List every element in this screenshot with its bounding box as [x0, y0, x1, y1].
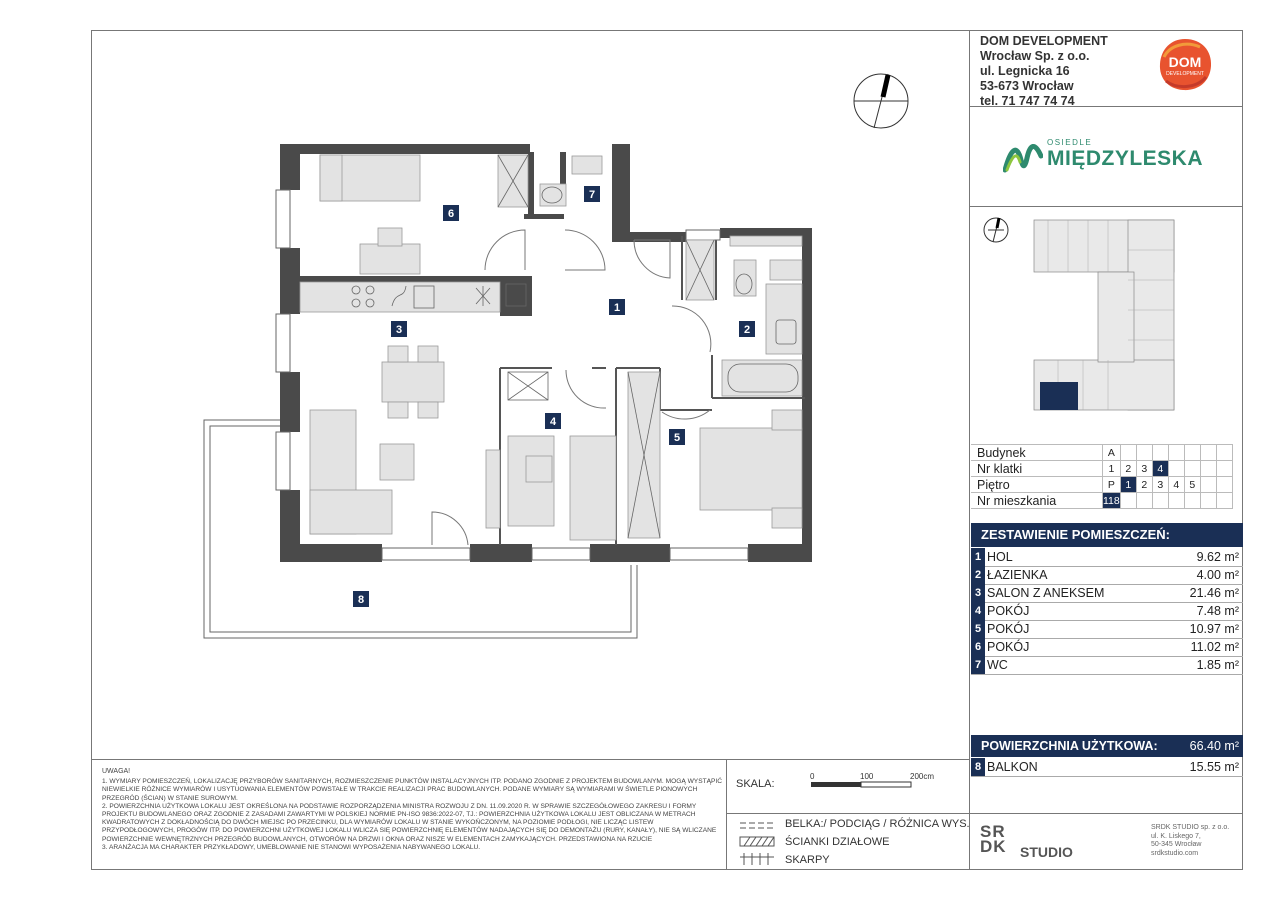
- klatki-row: Nr klatki 1 2 3 4: [971, 461, 1232, 477]
- company-phone: tel. 71 747 74 74: [980, 94, 1075, 108]
- company-line2: Wrocław Sp. z o.o.: [980, 49, 1090, 63]
- note-item: 2. POWIERZCHNIA UŻYTKOWA LOKALU JEST OKREŚLONA NA PODSTAWIE ROZPORZĄDZENIA MINISTRA ROZWOJU Z DN. 11.09.2020 R. W SPRAWIE SZCZEGÓŁOWEGO ZAKRESU I FORMY PROJEKTU BUDOWLANEGO ORAZ ZGODNIE Z ZASADAMI ZAWARTYMI W POLSKIEJ NORMIE PN-ISO 9836:2022-07, TJ.: POWIERZCHNIA UŻYTKOWA LOKALU JEST OBLICZANA W METRACH KWADRATOWYCH Z DOKŁADNOŚCIĄ DO DWÓCH MIEJSC PO PRZECINKU, DLA WYMIARÓW LOKALU W STANIE WYKOŃCZONYM, NA POZIOMIE PODŁOGI, NIE LICZĄC LISTEW PRZYPODŁOGOWYCH, PROGÓW ITP. DO POWIERZCHNI UŻYTKOWEJ LOKALU WLICZA SIĘ POWIERZCHNIĘ ELEMENTÓW NADAJĄCYCH SIĘ DO DEMONTAŻU (RURY, KANAŁY), NIE SĄ WLICZANE POWIERZCHNIE WEWNĘTRZNYCH PRZEGRÓD BUDOWLANYCH, OTWORÓW NA DRZWI I OKNA ORAZ NISZE W ELEMENTACH ZAMYKAJĄCYCH. PRZEDSTAWIONA NA RZUCIE: [102, 802, 717, 843]
- legend-skarpy: SKARPY: [785, 854, 830, 866]
- highlighted-apartment: [1040, 382, 1078, 410]
- project-name: MIĘDZYLESKA: [1047, 147, 1204, 170]
- budynek-label: Budynek: [971, 445, 1103, 461]
- mieszkania-label: Nr mieszkania: [971, 493, 1103, 509]
- company-street: ul. Legnicka 16: [980, 64, 1070, 78]
- company-name: DOM DEVELOPMENT: [980, 34, 1108, 48]
- room-label-4: 4: [549, 416, 557, 428]
- floor-plan: [180, 70, 940, 660]
- company-city: 53-673 Wrocław: [980, 79, 1074, 93]
- svg-text:200cm: 200cm: [910, 772, 935, 781]
- scale-bar: [806, 770, 946, 794]
- room-row: 4 POKÓJ 7.48 m²: [971, 602, 1243, 621]
- legend-scianki: ŚCIANKI DZIAŁOWE: [785, 836, 890, 848]
- room-row: 3 SALON Z ANEKSEM 21.46 m²: [971, 584, 1243, 603]
- divider: [969, 813, 1243, 814]
- footer-divider: [91, 759, 969, 760]
- notes: [102, 768, 722, 852]
- mieszkanie-value: 118: [1103, 494, 1120, 507]
- legend-belka: BELKA:/ PODCIĄG / RÓŻNICA WYS.: [785, 818, 970, 830]
- budynek-row: [971, 445, 1232, 461]
- north-arrow-small-icon: [984, 218, 1008, 242]
- scale-label: SKALA:: [736, 778, 775, 790]
- project-logo: [1003, 138, 1213, 174]
- divider: [726, 813, 969, 814]
- notes-heading: UWAGA!: [102, 768, 131, 775]
- project-small-text: OSIEDLE: [1047, 138, 1093, 147]
- pietro-label: Piętro: [971, 477, 1103, 493]
- room-label-7: 7: [588, 189, 596, 201]
- dom-development-logo: [1156, 37, 1214, 93]
- balcony-row: 8 BALKON 15.55 m²: [971, 758, 1243, 777]
- legend-symbols: [738, 817, 778, 869]
- room-label-5: 5: [673, 432, 681, 444]
- room-row: 7 WC 1.85 m²: [971, 656, 1243, 675]
- right-panel-divider: [969, 30, 970, 870]
- mieszkania-row: [971, 493, 1232, 509]
- room-label-2: 2: [743, 324, 751, 336]
- total-area-bar: [971, 735, 1243, 757]
- srdk-studio-logo: SR DK STUDIO: [980, 822, 1073, 860]
- total-area: 66.40 m²: [1189, 739, 1239, 753]
- klatka-selected: 4: [1152, 461, 1168, 477]
- room-label-3: 3: [395, 324, 403, 336]
- note-item: 3. ARANŻACJA MA CHARAKTER PRZYKŁADOWY, UMEBLOWANIE NIE STANOWI WYPOSAŻENIA NABYWANEGO LOKALU.: [102, 843, 481, 851]
- total-label: POWIERZCHNIA UŻYTKOWA:: [981, 739, 1158, 753]
- room-label-6: 6: [447, 208, 455, 220]
- logo-text-development: DEVELOPMENT: [1166, 71, 1204, 77]
- pietro-selected: 1: [1120, 477, 1136, 493]
- room-row: 1 HOL 9.62 m²: [971, 548, 1243, 567]
- room-label-1: 1: [613, 302, 621, 314]
- apartment-info-table: [971, 444, 1233, 509]
- svg-text:100: 100: [860, 772, 874, 781]
- project-logo-mark: [1003, 138, 1043, 174]
- rooms-heading: ZESTAWIENIE POMIESZCZEŃ:: [971, 523, 1243, 547]
- srdk-studio-info: SRDK STUDIO sp. z o.o. ul. K. Liskego 7, 50-345 Wrocław srdkstudio.com: [1151, 824, 1230, 857]
- divider: [969, 206, 1243, 207]
- room-row: 6 POKÓJ 11.02 m²: [971, 638, 1243, 657]
- klatki-label: Nr klatki: [971, 461, 1103, 477]
- budynek-value: A: [1103, 445, 1121, 461]
- company-address: [980, 34, 1108, 109]
- room-row: 2 ŁAZIENKA 4.00 m²: [971, 566, 1243, 585]
- logo-text-dom: DOM: [1168, 54, 1202, 70]
- building-key-plan: [978, 210, 1240, 425]
- room-label-8: 8: [357, 594, 365, 606]
- pietro-row: Piętro P 1 2 3 4 5: [971, 477, 1232, 493]
- svg-text:0: 0: [810, 772, 815, 781]
- room-row: 5 POKÓJ 10.97 m²: [971, 620, 1243, 639]
- note-item: 1. WYMIARY POMIESZCZEŃ, LOKALIZACJĘ PRZYBORÓW SANITARNYCH, ROZMIESZCZENIE PUNKTÓW INSTALACYJNYCH ITP. PODANO ZGODNIE Z PROJEKTEM BUDOWLANYM. MOGĄ WYSTĄPIĆ NIEWIELKIE RÓŻNICE WYMIARÓW I USYTUOWANIA ELEMENTÓW POWSTAŁE W TRAKCIE REALIZACJI PRAC BUDOWLANYCH. PODANE WYMIARY SĄ WYMIARAMI W ŚWIETLE PIONOWYCH PRZEGRÓD (ŚCIAN) W STANIE SUROWYM.: [102, 778, 723, 802]
- north-arrow-icon: [854, 74, 908, 128]
- divider: [726, 759, 727, 870]
